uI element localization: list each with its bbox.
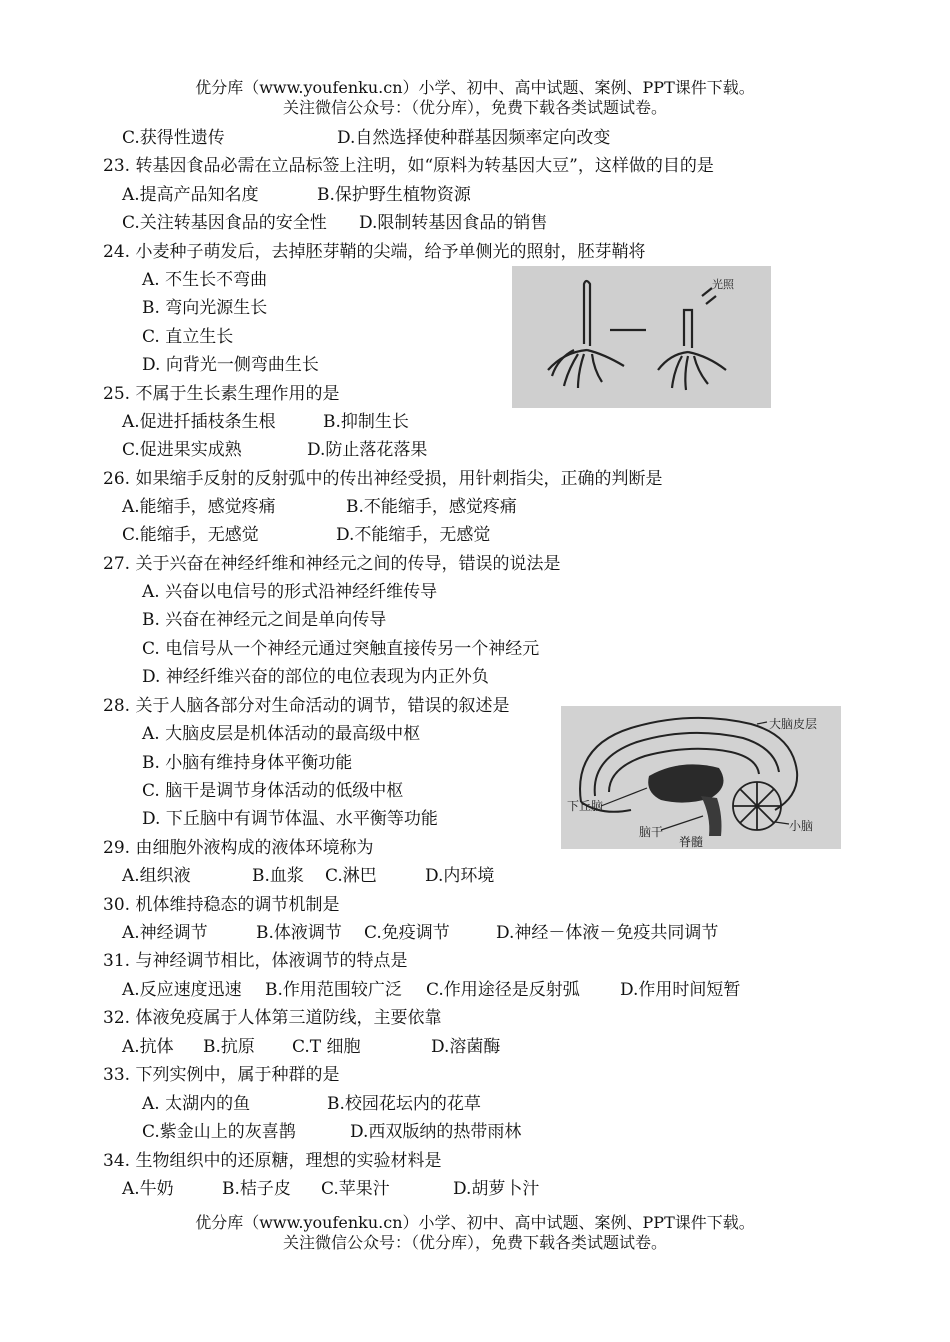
q32-stem: 32. 体液免疫属于人体第三道防线，主要依靠	[103, 1008, 442, 1028]
label-cortex: 大脑皮层	[769, 717, 818, 731]
q26-stem: 26. 如果缩手反射的反射弧中的传出神经受损，用针刺指尖，正确的判断是	[103, 469, 663, 489]
q22-option-d: D.自然选择使种群基因频率定向改变	[337, 128, 611, 148]
q24-stem: 24. 小麦种子萌发后，去掉胚芽鞘的尖端，给予单侧光的照射，胚芽鞘将	[103, 242, 646, 262]
q34-option-d: D.胡萝卜汁	[453, 1179, 540, 1199]
q30-option-d: D.神经－体液－免疫共同调节	[496, 923, 719, 943]
q31-option-c: C.作用途径是反射弧	[426, 980, 580, 1000]
q32-option-b: B.抗原	[203, 1037, 255, 1057]
q32-option-d: D.溶菌酶	[431, 1037, 501, 1057]
q29-option-d: D.内环境	[425, 866, 495, 886]
q28-option-d: D. 下丘脑中有调节体温、水平衡等功能	[142, 809, 438, 829]
page-header-line1: 优分库（www.youfenku.cn）小学、初中、高中试题、案例、PPT课件下载。	[195, 78, 755, 97]
q25-option-d: D.防止落花落果	[307, 440, 428, 460]
coleoptile-figure	[512, 266, 771, 408]
page-footer-line1: 优分库（www.youfenku.cn）小学、初中、高中试题、案例、PPT课件下载。	[195, 1213, 755, 1232]
q23-stem: 23. 转基因食品必需在立品标签上注明，如“原料为转基因大豆”，这样做的目的是	[103, 156, 714, 176]
page-header-line2: 关注微信公众号：（优分库），免费下载各类试题试卷。	[282, 98, 667, 117]
q26-option-d: D.不能缩手，无感觉	[336, 525, 491, 545]
q24-option-a: A. 不生长不弯曲	[142, 270, 268, 290]
q28-option-a: A. 大脑皮层是机体活动的最高级中枢	[142, 724, 421, 744]
q34-option-a: A.牛奶	[122, 1179, 174, 1199]
label-hypothalamus: 下丘脑	[567, 799, 604, 813]
q23-option-a: A.提高产品知名度	[122, 185, 259, 205]
q31-option-b: B.作用范围较广泛	[265, 980, 402, 1000]
q30-option-a: A.神经调节	[122, 923, 208, 943]
q27-option-a: A. 兴奋以电信号的形式沿神经纤维传导	[142, 582, 438, 602]
q33-option-c: C.紫金山上的灰喜鹊	[142, 1122, 296, 1142]
q28-stem: 28. 关于人脑各部分对生命活动的调节，错误的叙述是	[103, 696, 510, 716]
q27-option-b: B. 兴奋在神经元之间是单向传导	[142, 610, 387, 630]
q30-option-c: C.免疫调节	[364, 923, 450, 943]
q33-option-d: D.西双版纳的热带雨林	[350, 1122, 522, 1142]
q31-stem: 31. 与神经调节相比，体液调节的特点是	[103, 951, 408, 971]
q23-option-d: D.限制转基因食品的销售	[359, 213, 548, 233]
q32-option-c: C.T 细胞	[292, 1037, 361, 1057]
label-brainstem: 脑干	[639, 825, 664, 839]
q31-option-d: D.作用时间短暂	[620, 980, 741, 1000]
q25-option-a: A.促进扦插枝条生根	[122, 412, 276, 432]
q34-option-b: B.桔子皮	[222, 1179, 291, 1199]
q24-option-d: D. 向背光一侧弯曲生长	[142, 355, 319, 375]
q29-stem: 29. 由细胞外液构成的液体环境称为	[103, 838, 374, 858]
q30-stem: 30. 机体维持稳态的调节机制是	[103, 895, 340, 915]
q31-option-a: A.反应速度迅速	[122, 980, 242, 1000]
q34-option-c: C.苹果汁	[321, 1179, 390, 1199]
q23-option-c: C.关注转基因食品的安全性	[122, 213, 327, 233]
q27-stem: 27. 关于兴奋在神经纤维和神经元之间的传导，错误的说法是	[103, 554, 561, 574]
q27-option-c: C. 电信号从一个神经元通过突触直接传另一个神经元	[142, 639, 540, 659]
q25-stem: 25. 不属于生长素生理作用的是	[103, 384, 340, 404]
q28-option-b: B. 小脑有维持身体平衡功能	[142, 753, 353, 773]
q25-option-b: B.抑制生长	[323, 412, 409, 432]
q23-option-b: B.保护野生植物资源	[317, 185, 471, 205]
light-label: 光照	[712, 278, 734, 291]
q26-option-a: A.能缩手，感觉疼痛	[122, 497, 276, 517]
q28-option-c: C. 脑干是调节身体活动的低级中枢	[142, 781, 404, 801]
q33-option-b: B.校园花坛内的花草	[327, 1094, 481, 1114]
label-cerebellum: 小脑	[789, 819, 814, 833]
q24-option-c: C. 直立生长	[142, 327, 234, 347]
q33-option-a: A. 太湖内的鱼	[142, 1094, 251, 1114]
q30-option-b: B.体液调节	[256, 923, 342, 943]
brain-figure	[561, 706, 841, 849]
q32-option-a: A.抗体	[122, 1037, 174, 1057]
label-spinal-cord: 脊髓	[679, 835, 704, 849]
q22-option-c: C.获得性遗传	[122, 128, 225, 148]
q33-stem: 33. 下列实例中，属于种群的是	[103, 1065, 340, 1085]
q25-option-c: C.促进果实成熟	[122, 440, 242, 460]
q29-option-a: A.组织液	[122, 866, 191, 886]
q29-option-b: B.血浆	[252, 866, 304, 886]
q24-option-b: B. 弯向光源生长	[142, 298, 268, 318]
q29-option-c: C.淋巴	[325, 866, 377, 886]
q27-option-d: D. 神经纤维兴奋的部位的电位表现为内正外负	[142, 667, 489, 687]
q26-option-b: B.不能缩手，感觉疼痛	[346, 497, 517, 517]
q26-option-c: C.能缩手，无感觉	[122, 525, 259, 545]
page-footer-line2: 关注微信公众号：（优分库），免费下载各类试题试卷。	[282, 1233, 667, 1252]
q34-stem: 34. 生物组织中的还原糖，理想的实验材料是	[103, 1151, 442, 1171]
